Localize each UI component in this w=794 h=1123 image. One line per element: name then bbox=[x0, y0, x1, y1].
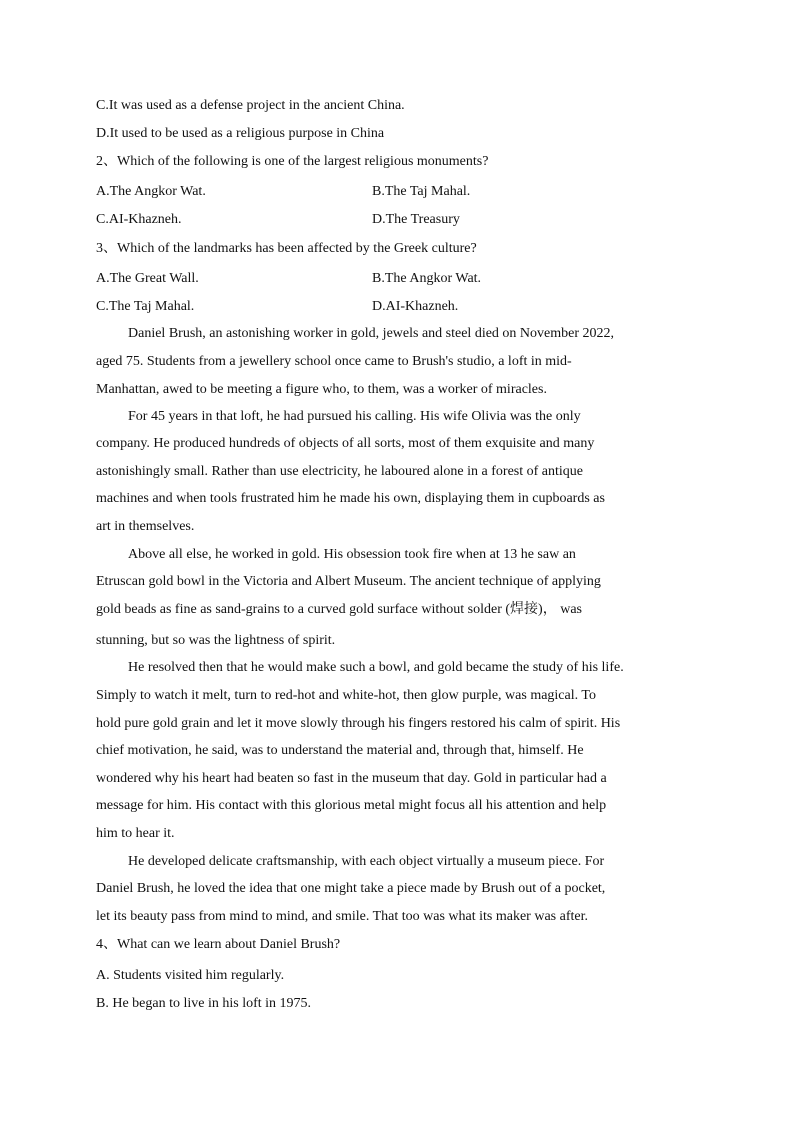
q3-option-a: A.The Great Wall. bbox=[96, 271, 199, 286]
passage-p4-line: chief motivation, he said, was to understand the material and, through that, himself. He bbox=[96, 743, 584, 758]
passage-p5-line: He developed delicate craftsmanship, with each object virtually a museum piece. For bbox=[128, 854, 605, 869]
q2-stem: 2、Which of the following is one of the largest religious monuments? bbox=[96, 154, 489, 169]
q3-option-b: B.The Angkor Wat. bbox=[372, 271, 482, 286]
passage-p2-line: company. He produced hundreds of objects of all sorts, most of them exquisite and many bbox=[96, 436, 595, 451]
passage-p4-line: He resolved then that he would make such a bowl, and gold became the study of his life. bbox=[128, 660, 624, 675]
q2-option-b: B.The Taj Mahal. bbox=[372, 184, 471, 199]
passage-p3-line: stunning, but so was the lightness of spirit. bbox=[96, 633, 336, 648]
passage-p5-line: Daniel Brush, he loved the idea that one might take a piece made by Brush out of a pocket, bbox=[96, 881, 606, 896]
passage-p5-line: let its beauty pass from mind to mind, and smile. That too was what its maker was after. bbox=[96, 909, 588, 924]
passage-p3-line: Etruscan gold bowl in the Victoria and Albert Museum. The ancient technique of applying bbox=[96, 574, 601, 589]
passage-p2-line: astonishingly small. Rather than use electricity, he laboured alone in a forest of antique bbox=[96, 464, 583, 479]
passage-p4-line: message for him. His contact with this glorious metal might focus all his attention and help bbox=[96, 798, 607, 813]
q3-option-d: D.AI-Khazneh. bbox=[372, 299, 459, 314]
passage-p2-line: machines and when tools frustrated him he made his own, displaying them in cupboards as bbox=[96, 491, 605, 506]
q1-option-d: D.It used to be used as a religious purpose in China bbox=[96, 126, 385, 141]
passage-p2-line: For 45 years in that loft, he had pursued his calling. His wife Olivia was the only bbox=[128, 409, 581, 424]
passage-p3-line: gold beads as fine as sand-grains to a curved gold surface without solder (焊接)， was bbox=[96, 602, 582, 617]
q4-option-b: B. He began to live in his loft in 1975. bbox=[96, 996, 312, 1011]
q2-option-c: C.AI-Khazneh. bbox=[96, 212, 182, 227]
q1-option-c: C.It was used as a defense project in the ancient China. bbox=[96, 98, 405, 113]
passage-p4-line: Simply to watch it melt, turn to red-hot and white-hot, then glow purple, was magical. To bbox=[96, 688, 596, 703]
q2-option-d: D.The Treasury bbox=[372, 212, 460, 227]
q4-option-a: A. Students visited him regularly. bbox=[96, 968, 285, 983]
q3-stem: 3、Which of the landmarks has been affected by the Greek culture? bbox=[96, 241, 477, 256]
passage-p1-line: Daniel Brush, an astonishing worker in gold, jewels and steel died on November 2022, bbox=[128, 326, 615, 341]
passage-p4-line: wondered why his heart had beaten so fast in the museum that day. Gold in particular had a bbox=[96, 771, 607, 786]
q4-stem: 4、What can we learn about Daniel Brush? bbox=[96, 937, 341, 952]
passage-p1-line: Manhattan, awed to be meeting a figure who, to them, was a worker of miracles. bbox=[96, 382, 547, 397]
q2-option-a: A.The Angkor Wat. bbox=[96, 184, 206, 199]
passage-p3-line: Above all else, he worked in gold. His obsession took fire when at 13 he saw an bbox=[128, 547, 576, 562]
passage-p2-line: art in themselves. bbox=[96, 519, 195, 534]
passage-p4-line: hold pure gold grain and let it move slowly through his fingers restored his calm of spirit. His bbox=[96, 716, 621, 731]
passage-p4-line: him to hear it. bbox=[96, 826, 175, 841]
passage-p1-line: aged 75. Students from a jewellery school once came to Brush's studio, a loft in mid- bbox=[96, 354, 572, 369]
q3-option-c: C.The Taj Mahal. bbox=[96, 299, 195, 314]
